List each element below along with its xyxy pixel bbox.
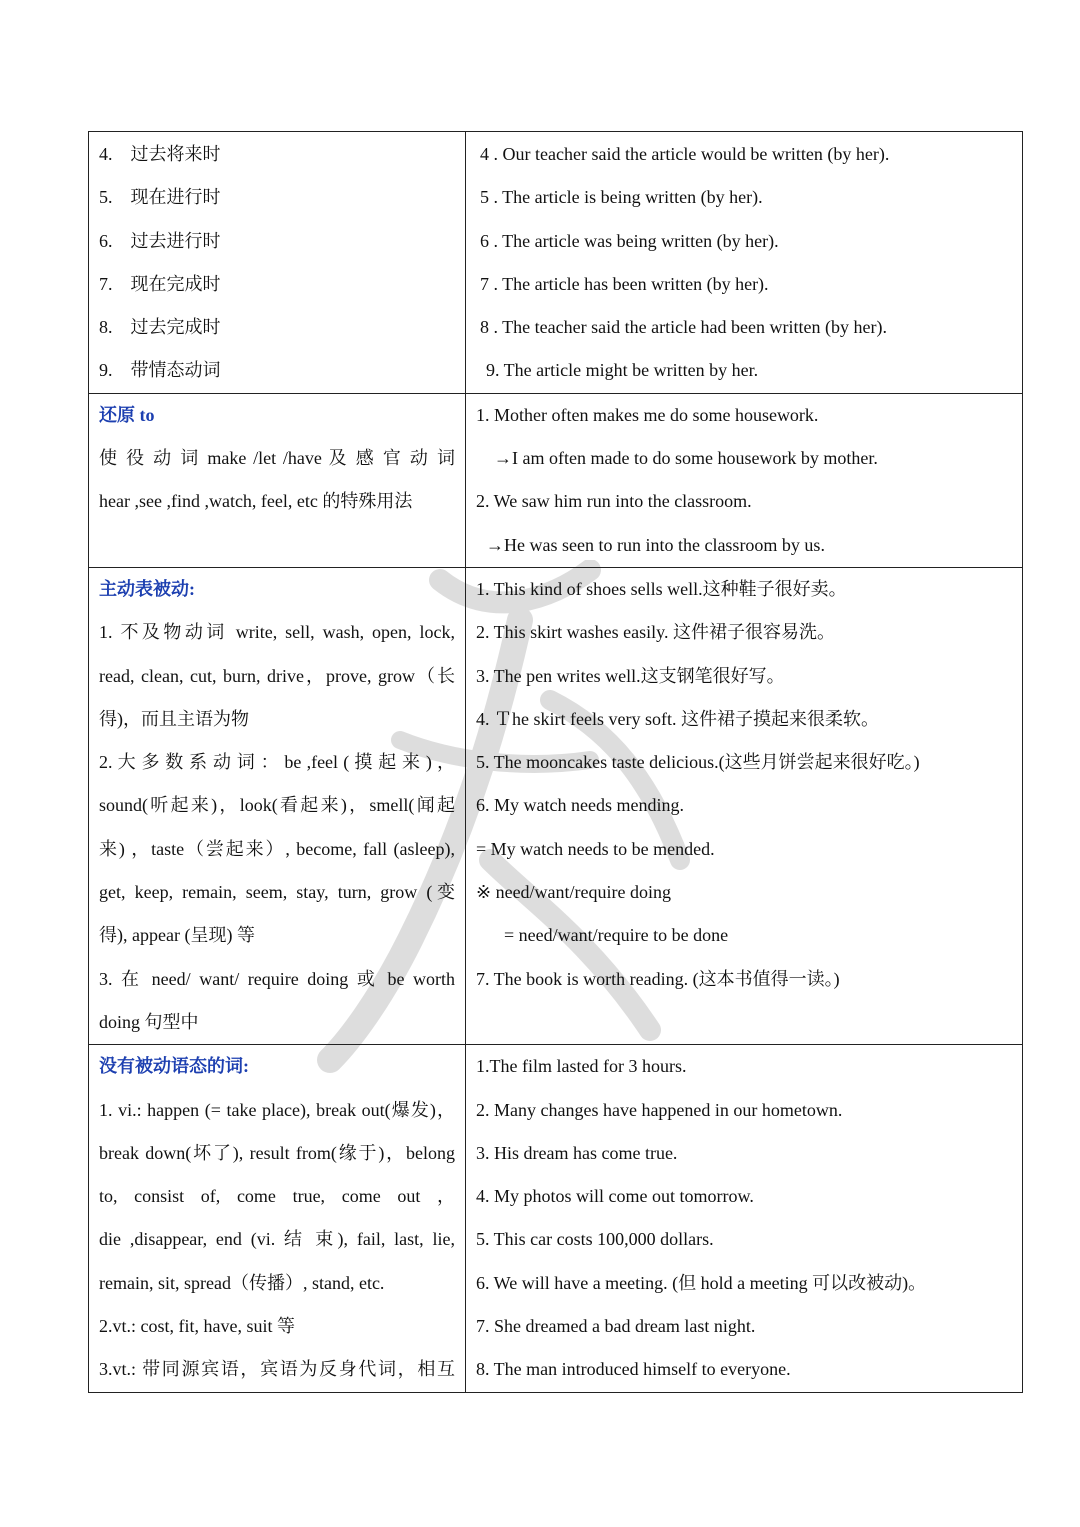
example-sentence: 5. The mooncakes taste delicious.(这些月饼尝起来很好吃。) (476, 752, 920, 773)
example-sentence: →I am often made to do some housework by mother. (494, 448, 878, 469)
example-sentence: 8. The man introduced himself to everyone. (476, 1359, 791, 1380)
right-cell-tense-examples (466, 132, 1023, 394)
tense-item: 5. 现在进行时 (99, 187, 221, 208)
example-sentence: 1. Mother often makes me do some housework. (476, 404, 819, 425)
rule-text: doing 句型中 (99, 1011, 199, 1032)
tense-item: 4. 过去将来时 (99, 144, 221, 164)
rule-text: 2. 大 多 数 系 动 词 ： be ,feel ( 摸 起 来 ) ， (99, 752, 455, 773)
rule-text: remain, sit, spread（传播）, stand, etc. (99, 1272, 385, 1293)
rule-text: 得)，而且主语为物 (99, 708, 249, 729)
table-row-tenses (89, 132, 1023, 394)
rule-text: get, keep, remain, seem, stay, turn, grow (变 (99, 882, 455, 903)
left-cell-tenses (89, 132, 466, 394)
right-cell-no-passive (466, 1045, 1023, 1392)
left-cell-no-passive (89, 1045, 466, 1392)
tense-item: 6. 过去进行时 (99, 230, 221, 251)
example-sentence: = My watch needs to be mended. (476, 838, 715, 859)
rule-text: 3. 在 need/ want/ require doing 或 be worth (99, 968, 455, 989)
example-sentence: 2. Many changes have happened in our hometown. (476, 1099, 843, 1120)
rule-text: 得), appear (呈现) 等 (99, 925, 255, 946)
rule-text: 1. 不及物动词 write, sell, wash, open, lock, (99, 622, 455, 643)
example-sentence: 7. The book is worth reading. (这本书值得一读。) (476, 968, 840, 989)
note-sentence: ※ need/want/require doing (476, 882, 672, 903)
rule-text: to, consist of, come true, come out ， (99, 1186, 455, 1207)
example-sentence: 1.The film lasted for 3 hours. (476, 1056, 687, 1077)
example-sentence: 4. Ｔhe skirt feels very soft. 这件裙子摸起来很柔软。 (476, 708, 879, 729)
rule-text: read, clean, cut, burn, drive，prove, grow（长 (99, 665, 455, 686)
right-cell-active-passive (466, 567, 1023, 1044)
example-sentence: 5. This car costs 100,000 dollars. (476, 1229, 714, 1250)
right-cell-restore-to (466, 393, 1023, 567)
example-sentence: →He was seen to run into the classroom by us. (486, 534, 825, 555)
example-sentence: 4. My photos will come out tomorrow. (476, 1186, 754, 1207)
tense-item: 8. 过去完成时 (99, 317, 221, 338)
rule-text: 使 役 动 词 make /let /have 及 感 官 动 词 (99, 448, 455, 469)
example-sentence: 9. The article might be written by her. (486, 360, 759, 381)
rule-text: sound(听起来)，look(看起来)，smell(闻起 (99, 795, 455, 816)
left-cell-active-passive (89, 567, 466, 1044)
example-sentence: 6. My watch needs mending. (476, 795, 684, 816)
grammar-table (88, 131, 1023, 1393)
example-sentence: 7. She dreamed a bad dream last night. (476, 1316, 756, 1337)
example-sentence: 2. This skirt washes easily. 这件裙子很容易洗。 (476, 622, 835, 643)
example-sentence: 6. We will have a meeting. (但 hold a meeting 可以改被动)。 (476, 1272, 927, 1293)
section-heading: 主动表被动: (99, 578, 195, 599)
rule-text: hear ,see ,find ,watch, feel, etc 的特殊用法 (99, 491, 413, 512)
example-sentence: 6 . The article was being written (by her). (480, 230, 779, 251)
example-sentence: 8 . The teacher said the article had been written (by her). (480, 317, 887, 338)
tense-item: 7. 现在完成时 (99, 273, 221, 294)
rule-text: 3.vt.: 带同源宾语，宾语为反身代词，相互 (99, 1359, 455, 1380)
table-row-active-passive (89, 567, 1023, 1044)
tense-item: 9. 带情态动词 (99, 360, 221, 381)
rule-text: die ,disappear, end (vi. 结 束), fail, last, lie, (99, 1229, 455, 1250)
note-sentence: = need/want/require to be done (504, 925, 729, 946)
section-heading: 没有被动语态的词: (99, 1056, 249, 1077)
example-sentence: 4 . Our teacher said the article would be written (by her). (480, 144, 890, 164)
example-sentence: 3. His dream has come true. (476, 1142, 678, 1163)
left-cell-restore-to (89, 393, 466, 567)
table-row-restore-to (89, 393, 1023, 567)
example-sentence: 5 . The article is being written (by her). (480, 187, 763, 208)
rule-text: break down(坏了), result from(缘于)，belong (99, 1142, 455, 1163)
rule-text: 来) ，taste（尝起来）, become, fall (asleep), (99, 838, 455, 859)
example-sentence: 2. We saw him run into the classroom. (476, 491, 752, 512)
section-heading: 还原 to (99, 404, 155, 425)
example-sentence: 7 . The article has been written (by her). (480, 273, 769, 294)
rule-text: 1. vi.: happen (= take place), break out(爆发)， (99, 1099, 455, 1120)
table-row-no-passive (89, 1045, 1023, 1392)
example-sentence: 3. The pen writes well.这支钢笔很好写。 (476, 665, 785, 686)
rule-text: 2.vt.: cost, fit, have, suit 等 (99, 1316, 295, 1337)
example-sentence: 1. This kind of shoes sells well.这种鞋子很好卖。 (476, 578, 847, 599)
